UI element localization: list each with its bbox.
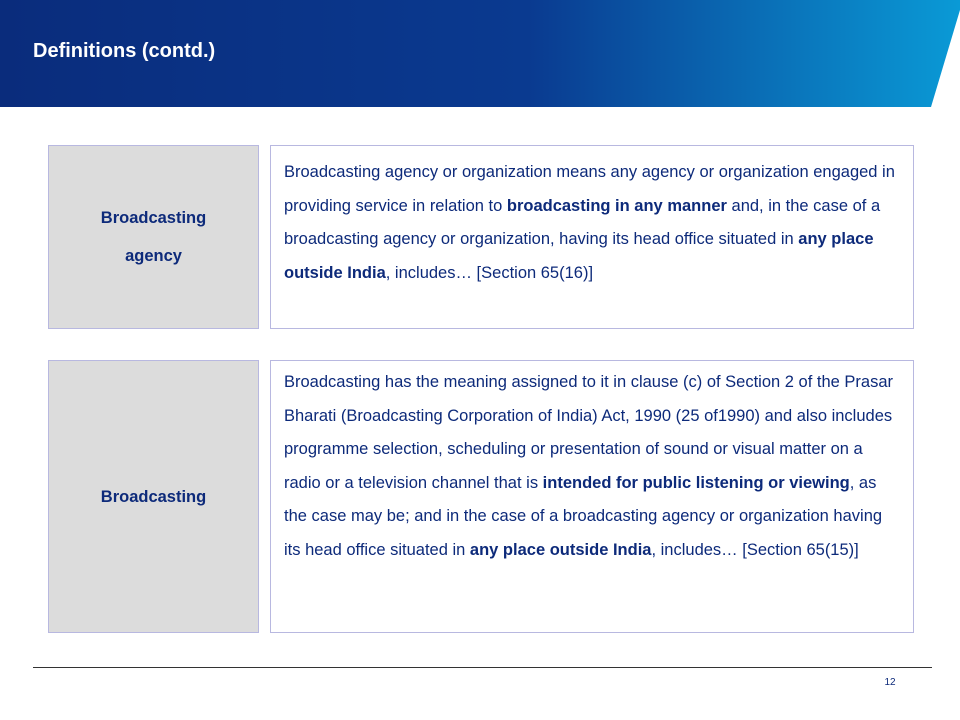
page-number: 12 xyxy=(884,677,896,688)
definition-text xyxy=(270,360,914,633)
footer-divider xyxy=(33,667,932,668)
definition-emphasis: intended for public listening or viewing xyxy=(542,473,850,492)
definition-text xyxy=(270,145,914,329)
page-title: Definitions (contd.) xyxy=(33,40,216,62)
term-label: Broadcasting agency xyxy=(100,209,207,265)
term-label: Broadcasting xyxy=(100,487,207,506)
definition-segment: and, in the case of a broadcasting agency or organization, having its head office situated in xyxy=(284,196,881,248)
definition-emphasis: broadcasting in any manner xyxy=(506,196,727,215)
definition-segment: , includes… [Section 65(16)] xyxy=(385,263,594,282)
definition-segment: Broadcasting agency or organization means any agency or organization engaged in providing service in relation to xyxy=(284,163,895,215)
definition-emphasis: any place outside India xyxy=(469,540,652,559)
definition-segment: , as the case may be; and in the case of a broadcasting agency or organization having its head office situated in xyxy=(284,473,883,559)
definition-segment: , includes… [Section 65(15)] xyxy=(651,540,859,559)
definition-emphasis: any place outside India xyxy=(284,230,874,282)
term-box xyxy=(48,360,259,633)
definition-row xyxy=(48,145,914,329)
definition-segment: Broadcasting has the meaning assigned to it in clause (c) of Section 2 of the Prasar Bharati (Broadcasting Corporation of India) Act, 1990 (25 of1990) and also includes programme selection, scheduling or presentation of sound or visual matter on a radio or a television channel that is xyxy=(284,373,894,492)
definition-row xyxy=(48,360,914,633)
term-box xyxy=(48,145,259,329)
